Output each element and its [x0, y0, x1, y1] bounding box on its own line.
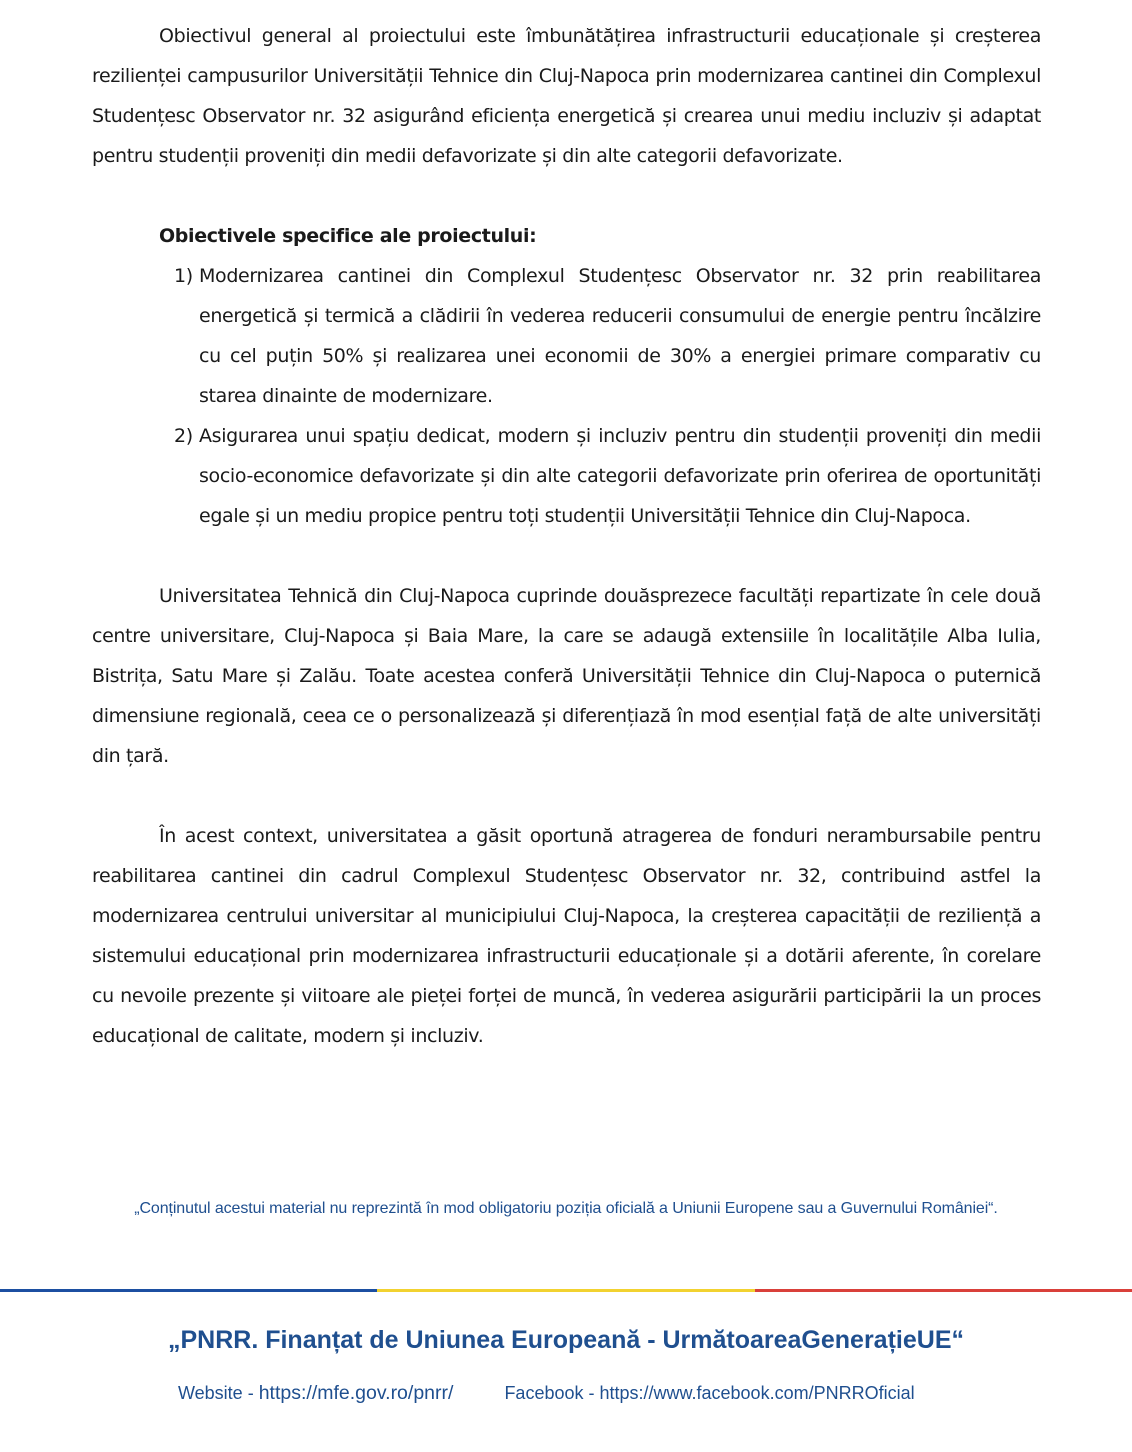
list-item-number: 1): [174, 265, 193, 287]
flag-bar-red: [755, 1289, 1132, 1292]
footer-title: „PNRR. Finanțat de Uniunea Europeană - UrmătoareaGenerațieUE“: [167, 1326, 964, 1354]
list-item: [92, 256, 1041, 416]
objectives-list: [92, 256, 1041, 536]
list-item: [92, 416, 1041, 536]
spacer: [92, 536, 1041, 576]
list-item-text: Modernizarea cantinei din Complexul Studențesc Observator nr. 32 prin reabilitarea energetică și termică a clădirii în vederea reducerii consumului de energie pentru încălzire cu cel puțin 50% și realizarea unei economii de 30% a energiei primare comparativ cu starea dinainte de modernizare.: [199, 265, 1041, 407]
paragraph-university: Universitatea Tehnică din Cluj-Napoca cuprinde douăsprezece facultăți repartizate în cele două centre universitare, Cluj-Napoca și Baia Mare, la care se adaugă extensiile în localitățile Alba Iulia, Bistrița, Satu Mare și Zalău. Toate acestea conferă Universității Tehnice din Cluj-Napoca o puternică dimensiune regională, ceea ce o personalizează și diferențiază în mod esențial față de alte universități din țară.: [92, 585, 1041, 767]
facebook-label: Facebook -: [504, 1383, 600, 1403]
document-body: [92, 16, 1041, 1056]
list-item-number: 2): [174, 425, 193, 447]
disclaimer: „Conținutul acestui material nu reprezintă în mod obligatoriu poziția oficială a Uniunii Europene sau a Guvernului României“.: [134, 1200, 998, 1217]
flag-bar-blue: [0, 1289, 377, 1292]
list-item-text: Asigurarea unui spațiu dedicat, modern și incluziv pentru din studenții proveniți din medii socio-economice defavorizate și din alte categorii defavorizate prin oferirea de oportunități egale și un mediu propice pentru toți studenții Universității Tehnice din Cluj-Napoca.: [199, 425, 1041, 527]
footer-links: [178, 1382, 915, 1405]
flag-color-bar: [0, 1289, 1132, 1292]
paragraph-general-objective: Obiectivul general al proiectului este îmbunătățirea infrastructurii educaționale și creșterea rezilienței campusurilor Universității Tehnice din Cluj-Napoca prin modernizarea cantinei din Complexul Studențesc Observator nr. 32 asigurând eficiența energetică și crearea unui mediu incluziv și adaptat pentru studenții proveniți din medii defavorizate și din alte categorii defavorizate.: [92, 25, 1041, 167]
objectives-heading: Obiectivele specifice ale proiectului:: [159, 225, 537, 247]
website-label: Website -: [178, 1383, 259, 1403]
paragraph-context: În acest context, universitatea a găsit oportună atragerea de fonduri nerambursabile pentru reabilitarea cantinei din cadrul Complexul Studențesc Observator nr. 32, contribuind astfel la modernizarea centrului universitar al municipiului Cluj-Napoca, la creșterea capacității de reziliență a sistemului educațional prin modernizarea infrastructurii educaționale și a dotării aferente, în corelare cu nevoile prezente și viitoare ale pieței forței de muncă, în vederea asigurării participării la un proces educațional de calitate, modern și incluziv.: [92, 825, 1041, 1047]
spacer: [92, 776, 1041, 816]
flag-bar-yellow: [377, 1289, 754, 1292]
spacer: [92, 176, 1041, 216]
website-link[interactable]: https://mfe.gov.ro/pnrr/: [258, 1382, 454, 1404]
facebook-link[interactable]: https://www.facebook.com/PNRROficial: [599, 1383, 915, 1403]
